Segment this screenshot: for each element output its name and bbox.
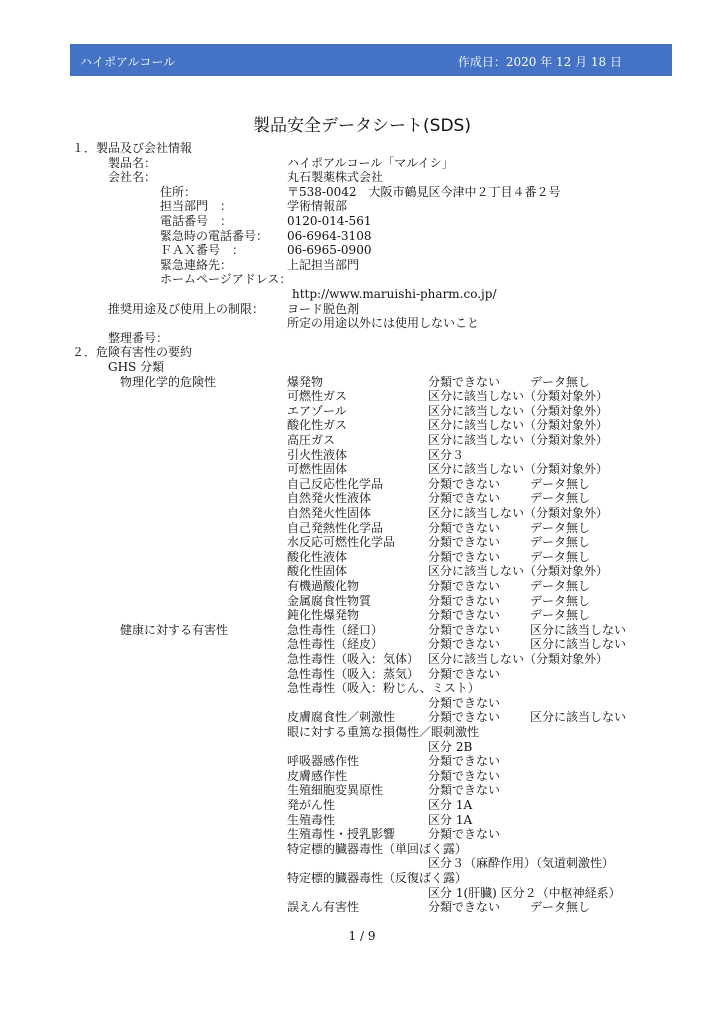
hazard-item: 酸化性固体	[287, 564, 348, 579]
hazard-item: 急性毒性（経口）	[287, 622, 384, 637]
hazard-item: 生殖毒性	[287, 812, 336, 827]
hazard-classification: 区分に該当しない（分類対象外）	[428, 506, 609, 520]
info-value: 0120-014-561	[287, 214, 372, 228]
hazard-item: 鈍化性爆発物	[287, 608, 360, 623]
document-title: 製品安全データシート(SDS)	[253, 116, 471, 136]
hazard-note: 区分に該当しない	[530, 622, 627, 637]
hazard-item: 特定標的臓器毒性（反復ばく露）	[287, 871, 468, 885]
hazard-item: 急性毒性（吸入：粉じん、ミスト）	[287, 681, 480, 696]
info-value: 06-6965-0900	[287, 243, 372, 258]
hazard-item: 生殖毒性・授乳影響	[287, 827, 396, 842]
info-value: 所定の用途以外には使用しないこと	[287, 316, 480, 331]
hazard-classification: 分類できない	[428, 476, 501, 491]
hazard-item: 引火性液体	[287, 447, 348, 462]
hazard-note: データ無し	[530, 593, 591, 608]
info-value: 学術情報部	[287, 199, 348, 214]
hazard-item: 急性毒性（経皮）	[287, 637, 384, 652]
hazard-classification: 分類できない	[428, 768, 501, 783]
hazard-classification: 分類できない	[428, 491, 501, 506]
hazard-classification: 区分に該当しない（分類対象外）	[428, 403, 609, 418]
hazard-item: 自己発熱性化学品	[287, 520, 384, 535]
hazard-group-label: 健康に対する有害性	[120, 622, 229, 637]
info-value: ヨード脱色剤	[287, 301, 360, 316]
hazard-item: 爆発物	[287, 374, 324, 389]
info-label: 整理番号：	[108, 330, 169, 345]
hazard-item: 酸化性液体	[287, 549, 348, 564]
hazard-classification: 分類できない	[428, 666, 501, 681]
hazard-classification: 分類できない	[428, 579, 501, 593]
hazard-classification: 分類できない	[428, 622, 501, 637]
hazard-item: 急性毒性（吸入：蒸気）	[287, 666, 420, 681]
ghs-heading: GHS 分類	[108, 360, 165, 374]
hazard-item: 呼吸器感作性	[287, 754, 360, 769]
hazard-item: 高圧ガス	[287, 433, 336, 447]
info-value: 丸石製薬株式会社	[287, 170, 384, 185]
info-label: 推奨用途及び使用上の制限：	[108, 301, 265, 316]
hazard-classification: 区分に該当しない（分類対象外）	[428, 564, 609, 579]
hazard-classification: 分類できない	[428, 535, 501, 550]
hazard-item: 発がん性	[287, 798, 336, 812]
hazard-note: データ無し	[530, 608, 591, 623]
section-heading: １．製品及び会社情報	[72, 141, 193, 155]
hazard-classification: 分類できない	[428, 710, 501, 725]
info-label: ＦＡＸ番号 ：	[160, 243, 245, 258]
info-value: 〒538-0042 大阪市鶴見区今津中２丁目４番２号	[287, 184, 561, 199]
info-label: 緊急連絡先：	[160, 257, 233, 272]
info-value: http://www.maruishi-pharm.co.jp/	[292, 287, 497, 301]
hazard-item: 特定標的臓器毒性（単回ばく露）	[287, 841, 468, 856]
hazard-item: 生殖細胞変異原性	[287, 783, 384, 798]
info-label: 住所：	[160, 184, 197, 199]
hazard-item: 酸化性ガス	[287, 418, 348, 433]
hazard-classification: 分類できない	[428, 900, 501, 915]
hazard-note: データ無し	[530, 374, 591, 389]
hazard-item: 自然発火性液体	[287, 491, 372, 506]
info-label: 電話番号 ：	[160, 214, 233, 228]
hazard-item: 可燃性固体	[287, 462, 348, 477]
hazard-item: 誤えん有害性	[287, 900, 360, 915]
info-label: 会社名：	[108, 170, 157, 185]
hazard-note: データ無し	[530, 476, 591, 491]
hazard-note: データ無し	[530, 549, 591, 564]
section-heading: ２．危険有害性の要約	[72, 345, 193, 360]
info-value: 上記担当部門	[287, 257, 360, 272]
header-product-name: ハイポアルコール	[80, 55, 176, 69]
hazard-classification: 区分 2B	[428, 739, 473, 754]
hazard-note: 区分に該当しない	[530, 637, 627, 652]
info-value: ハイポアルコール「マルイシ」	[287, 155, 454, 170]
hazard-classification: 分類できない	[428, 827, 501, 842]
info-value: 06-6964-3108	[287, 228, 372, 243]
hazard-classification: 区分に該当しない（分類対象外）	[428, 433, 609, 447]
page-number: 1 / 9	[348, 929, 376, 943]
hazard-classification: 区分３（麻酔作用）（気道刺激性）	[428, 856, 615, 871]
hazard-item: 自己反応性化学品	[287, 476, 384, 491]
hazard-note: データ無し	[530, 535, 591, 550]
hazard-item: 急性毒性（吸入：気体）	[287, 652, 420, 666]
hazard-classification: 分類できない	[428, 637, 501, 652]
hazard-classification: 区分に該当しない（分類対象外）	[428, 418, 609, 433]
hazard-item: 可燃性ガス	[287, 389, 348, 404]
hazard-note: データ無し	[530, 579, 591, 593]
hazard-item: 眼に対する重篤な損傷性／眼刺激性	[287, 725, 480, 739]
hazard-note: データ無し	[530, 491, 591, 506]
hazard-classification: 分類できない	[428, 695, 501, 710]
hazard-classification: 分類できない	[428, 549, 501, 564]
hazard-classification: 分類できない	[428, 520, 501, 535]
header-created-date: 作成日：2020 年 12 月 18 日	[457, 55, 622, 69]
hazard-item: エアゾール	[287, 403, 347, 418]
hazard-item: 金属腐食性物質	[287, 593, 372, 608]
info-label: 製品名：	[108, 155, 157, 170]
hazard-classification: 分類できない	[428, 374, 501, 389]
hazard-classification: 区分 1A	[428, 798, 473, 812]
info-label: 緊急時の電話番号：	[160, 228, 269, 243]
hazard-classification: 分類できない	[428, 783, 501, 798]
hazard-note: データ無し	[530, 520, 591, 535]
info-label: ホームページアドレス：	[160, 272, 292, 287]
hazard-classification: 区分３	[428, 447, 465, 462]
info-label: 担当部門 ：	[160, 199, 233, 214]
hazard-group-label: 物理化学的危険性	[120, 374, 217, 389]
hazard-classification: 区分に該当しない（分類対象外）	[428, 389, 609, 404]
hazard-item: 有機過酸化物	[287, 579, 360, 593]
hazard-classification: 分類できない	[428, 608, 501, 623]
hazard-classification: 区分 1(肝臓) 区分２（中枢神経系）	[428, 885, 621, 900]
hazard-item: 皮膚腐食性／刺激性	[287, 710, 396, 725]
hazard-classification: 分類できない	[428, 754, 501, 769]
hazard-item: 自然発火性固体	[287, 506, 372, 520]
hazard-classification: 分類できない	[428, 593, 501, 608]
hazard-item: 皮膚感作性	[287, 768, 348, 783]
hazard-note: データ無し	[530, 900, 591, 915]
hazard-note: 区分に該当しない	[530, 710, 627, 725]
hazard-classification: 区分に該当しない（分類対象外）	[428, 652, 609, 666]
header-bar	[70, 44, 672, 76]
hazard-item: 水反応可燃性化学品	[287, 535, 396, 550]
hazard-classification: 区分 1A	[428, 812, 473, 827]
hazard-classification: 区分に該当しない（分類対象外）	[428, 462, 609, 477]
